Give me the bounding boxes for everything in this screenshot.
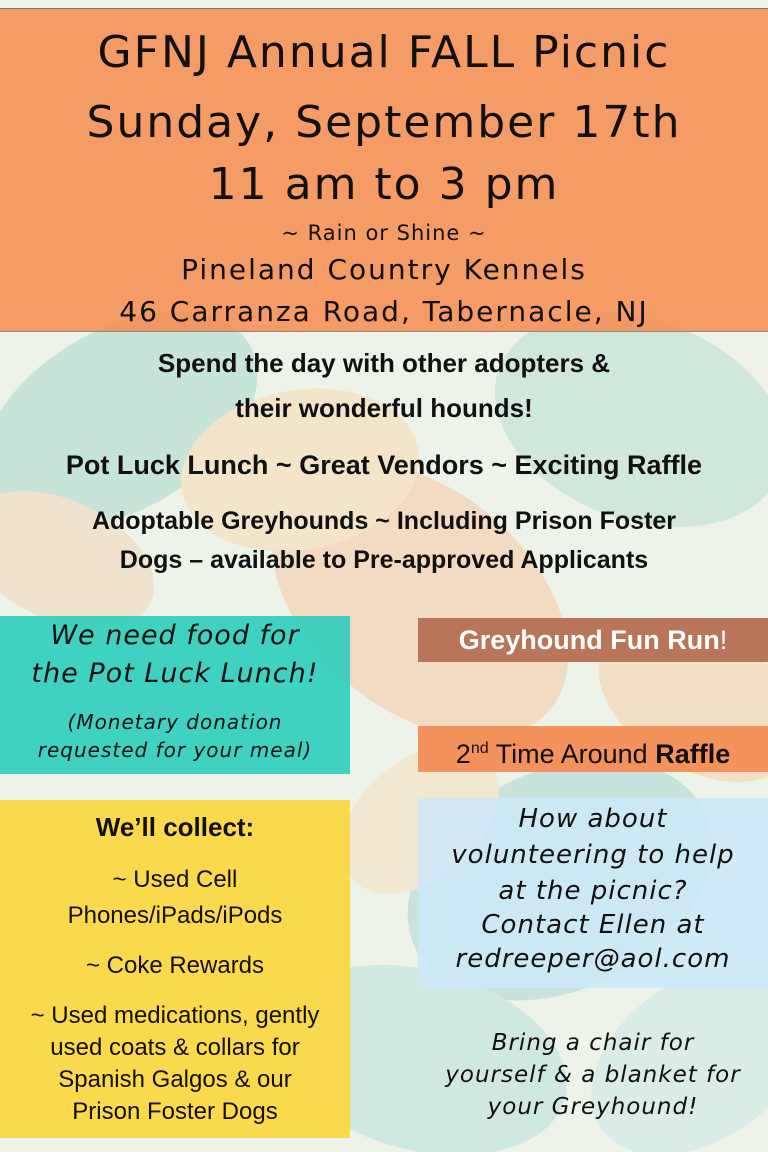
volunteer-email[interactable]: redreeper@aol.com	[455, 944, 731, 974]
volunteer-line-3: at the picnic?	[498, 876, 688, 906]
fun-run-banner	[418, 618, 768, 662]
adoptable-line-1: Adoptable Greyhounds ~ Including Prison Foster	[91, 507, 677, 535]
venue-address: 46 Carranza Road, Tabernacle, NJ	[119, 295, 649, 328]
header-banner	[0, 8, 768, 332]
collect-item-coke: ~ Coke Rewards	[85, 952, 265, 979]
chair-line-2: yourself & a blanket for	[445, 1062, 741, 1088]
raffle-number: 2	[455, 739, 471, 769]
raffle-ordinal: nd	[470, 740, 489, 757]
venue-name: Pineland Country Kennels	[181, 253, 587, 286]
raffle-bold-text: Raffle	[655, 739, 731, 769]
chair-line-1: Bring a chair for	[491, 1030, 695, 1056]
collect-item-meds-2: used coats & collars for	[50, 1034, 300, 1061]
volunteer-line-1: How about	[518, 804, 668, 834]
collect-item-meds-4: Prison Foster Dogs	[72, 1098, 278, 1125]
volunteer-box	[418, 798, 768, 988]
collect-item-phones-2: Phones/iPads/iPods	[67, 902, 283, 929]
donation-note-1: (Monetary donation	[67, 710, 283, 734]
collection-heading: We’ll collect:	[95, 812, 255, 842]
collection-box	[0, 800, 350, 1138]
intro-line-2: their wonderful hounds!	[235, 393, 533, 423]
food-request-box	[0, 616, 350, 774]
collect-item-meds-3: Spanish Galgos & our	[58, 1066, 292, 1093]
food-request-line-1: We need food for	[50, 620, 300, 651]
event-date: Sunday, September 17th	[86, 97, 682, 148]
raffle-banner	[418, 726, 768, 772]
rain-or-shine: ~ Rain or Shine ~	[281, 221, 487, 245]
fun-run-exclaim: !	[719, 625, 728, 655]
adoptable-line-2: Dogs – available to Pre-approved Applicants	[119, 546, 649, 574]
intro-line-1: Spend the day with other adopters &	[157, 348, 611, 378]
food-request-line-2: the Pot Luck Lunch!	[31, 658, 319, 689]
volunteer-line-4: Contact Ellen at	[481, 910, 705, 940]
collect-item-meds-1: ~ Used medications, gently	[30, 1002, 320, 1029]
collect-item-phones-1: ~ Used Cell	[112, 866, 238, 893]
donation-note-2: requested for your meal)	[37, 738, 313, 762]
event-title: GFNJ Annual FALL Picnic	[97, 27, 671, 78]
volunteer-line-2: volunteering to help	[451, 840, 735, 870]
raffle-mid-text: Time Around	[488, 739, 656, 769]
highlights-line: Pot Luck Lunch ~ Great Vendors ~ Exciting Raffle	[65, 450, 703, 480]
chair-line-3: your Greyhound!	[487, 1094, 699, 1120]
bring-chair-note	[418, 1030, 768, 1130]
fun-run-label: Greyhound Fun Run	[458, 625, 720, 655]
event-time: 11 am to 3 pm	[208, 159, 560, 210]
